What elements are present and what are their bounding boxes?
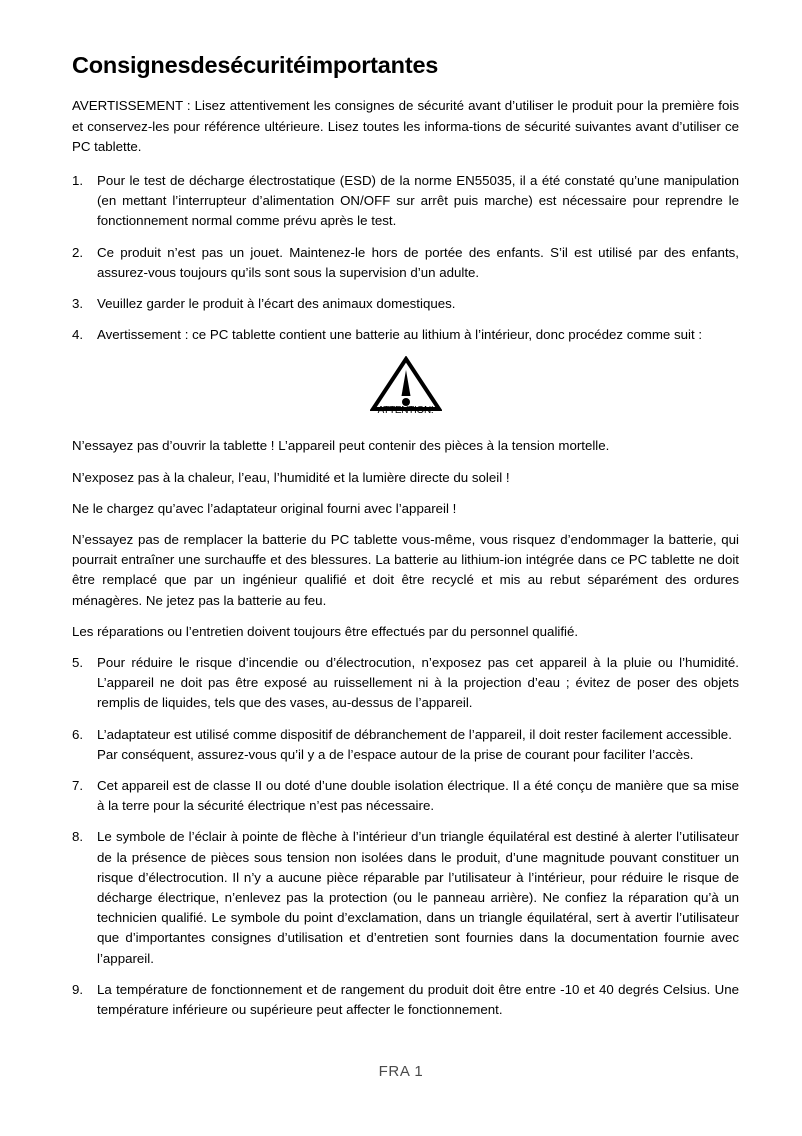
warning-figure [72, 356, 739, 428]
list-item [72, 325, 739, 345]
list-item-text: Le symbole de l’éclair à pointe de flèche à l’intérieur d’un triangle équilatéral est destiné à alerter l’utilisateur de la présence de pièces sous tension non isolées dans le produit, d’une magnitude pouvant constituer un risque d’électrocution. Il n’y a aucune pièce réparable par l’utilisateur à l’intérieur, pour réduire le risque de décharge électrique, n’enlevez pas la protection (ou le panneau arrière). Ne confiez la réparation qu’à un technicien qualifié. Le symbole du point d’exclamation, dans un triangle équilatéral, sert à avertir l’utilisateur que d’importantes consignes d’utilisation et d’entretien sont fournies dans la documentation fournie avec l’appareil. [97, 829, 739, 966]
page-title: Consignesdesécuritéimportantes [72, 52, 439, 78]
safety-paragraph: N’essayez pas d’ouvrir la tablette ! L’appareil peut contenir des pièces à la tension mortelle. [72, 438, 610, 454]
list-item-number: 1. [72, 172, 84, 188]
list-item-text: Pour le test de décharge électrostatique (ESD) de la norme EN55035, il a été constaté qu’une manipulation (en mettant l’interrupteur d’alimentation ON/OFF sur arrêt puis marche) est nécessaire pour reprendre le fonctionnement normal comme prévu après le test. [97, 172, 739, 229]
list-item-text: Cet appareil est de classe II ou doté d’une double isolation électrique. Il a été conçu de manière que sa mise à la terre pour la sécurité électrique n’est pas nécessaire. [97, 777, 739, 814]
list-item-number: 4. [72, 327, 84, 343]
list-item-text: Avertissement : ce PC tablette contient une batterie au lithium à l’intérieur, donc procédez comme suit : [97, 327, 703, 343]
list-item-text: La température de fonctionnement et de rangement du produit doit être entre -10 et 40 degrés Celsius. Une température inférieure ou supérieure peut affecter le fonctionnement. [97, 981, 739, 1018]
warning-symbol-label: ATTENTION! [377, 405, 434, 417]
list-item [72, 776, 739, 816]
safety-list-continued [72, 653, 739, 1020]
list-item [72, 171, 739, 232]
document-content [72, 52, 739, 1031]
warning-triangle-exclamation-icon [370, 356, 442, 412]
list-item-number: 5. [72, 654, 84, 670]
warning-intro-paragraph: AVERTISSEMENT : Lisez attentivement les consignes de sécurité avant d’utiliser le produit pour la première fois et conservez-les pour référence ultérieure. Lisez toutes les informa-tions de sécurité suivantes avant d’utiliser ce PC tablette. [72, 98, 739, 154]
list-item [72, 827, 739, 968]
safety-paragraph: N’exposez pas à la chaleur, l’eau, l’humidité et la lumière directe du soleil ! [72, 469, 510, 485]
page-footer: FRA 1 [378, 1063, 424, 1080]
safety-paragraph: N’essayez pas de remplacer la batterie du PC tablette vous-même, vous risquez d’endommager la batterie, qui pourrait entraîner une surchauffe et des blessures. La batterie au lithium-ion intégrée dans ce PC tablette ne doit être remplacé que par un ingénieur qualifié et doit être recyclé et mis au rebut séparément des ordures ménagères. Ne jetez pas la batterie au feu. [72, 531, 739, 608]
list-item [72, 725, 739, 765]
list-item-number: 2. [72, 244, 84, 260]
list-item-text: Ce produit n’est pas un jouet. Maintenez-le hors de portée des enfants. S’il est utilisé par des enfants, assurez-vous toujours qu’ils sont sous la supervision d’un adulte. [97, 244, 739, 280]
list-item [72, 980, 739, 1020]
safety-paragraph: Ne le chargez qu’avec l’adaptateur original fourni avec l’appareil ! [72, 500, 457, 516]
list-item-number: 8. [72, 829, 84, 845]
list-item [72, 653, 739, 714]
safety-paragraph: Les réparations ou l’entretien doivent toujours être effectués par du personnel qualifié. [72, 623, 579, 639]
warning-symbol [360, 356, 452, 417]
list-item-text: L’adaptateur est utilisé comme dispositif de débranchement de l’appareil, il doit rester facilement accessible. Par conséquent, assurez-vous qu’il y a de l’espace autour de la prise de courant pour faciliter l’accès. [97, 726, 732, 762]
list-item-text: Veuillez garder le produit à l’écart des animaux domestiques. [97, 295, 456, 311]
list-item-number: 3. [72, 295, 84, 311]
list-item-number: 9. [72, 981, 84, 997]
list-item-number: 6. [72, 726, 84, 742]
list-item [72, 294, 739, 314]
list-item-text: Pour réduire le risque d’incendie ou d’électrocution, n’exposez pas cet appareil à la pluie ou l’humidité. L’appareil ne doit pas être exposé au ruissellement ni à la projection d’eau ; évitez de poser des objets remplis de liquides, tels que des vases, au-dessus de l’appareil. [97, 654, 739, 711]
safety-paragraph-block [72, 436, 739, 642]
list-item-number: 7. [72, 777, 84, 793]
list-item [72, 243, 739, 283]
safety-list-first [72, 171, 739, 345]
